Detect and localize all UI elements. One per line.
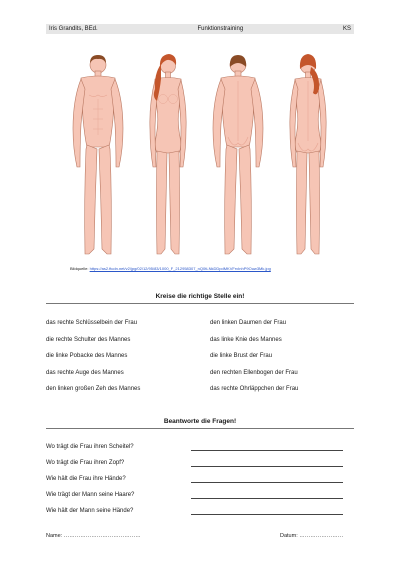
woman-front-figure (150, 54, 186, 254)
list-item: die linke Pobacke des Mannes (46, 353, 128, 359)
list-item: die rechte Schulter des Mannes (46, 336, 131, 343)
list-item: den linken großen Zeh des Mannes (46, 386, 141, 392)
answer-line[interactable] (191, 498, 343, 499)
question-row (46, 444, 346, 460)
left-items-column (46, 319, 140, 402)
header-author: Iris Grandits, BEd. (49, 26, 98, 32)
date-field[interactable]: Datum: …………………… (280, 533, 344, 539)
section2-divider (46, 428, 354, 429)
answer-line[interactable] (191, 514, 343, 515)
list-item: das rechte Schlüsselbein der Frau (46, 320, 138, 326)
question-row (46, 460, 346, 476)
question-text: Wie trägt der Mann seine Haare? (46, 492, 135, 498)
header-title: Funktionstraining (197, 26, 244, 32)
question-row (46, 508, 346, 524)
question-text: Wie hält die Frau ihre Hände? (46, 476, 126, 482)
question-text: Wo trägt die Frau ihren Scheitel? (46, 444, 134, 450)
answer-line[interactable] (191, 466, 343, 467)
section2-title: Beantworte die Fragen! (163, 418, 237, 425)
question-text: Wo trägt die Frau ihren Zopf? (46, 460, 125, 466)
man-back-figure (213, 55, 263, 254)
page-header (46, 24, 354, 34)
list-item: das rechte Auge des Mannes (46, 369, 124, 376)
image-source-caption (70, 266, 370, 271)
image-source-label: Bildquelle: (70, 266, 89, 271)
answer-line[interactable] (191, 482, 343, 483)
list-item: die linke Brust der Frau (210, 353, 273, 359)
image-source-link[interactable]: https://as2.ftcdn.net/v2/jpg/02/12/95/83/1000_F_212958307_nQ0tLNkDDpdMKVFrvInhP9Ouw3Mk.jpg (89, 266, 271, 271)
man-front-figure (73, 55, 123, 254)
woman-back-figure (290, 54, 326, 254)
question-text: Wie hält der Mann seine Hände? (46, 508, 134, 514)
anatomy-illustration (60, 44, 340, 264)
list-item: das linke Knie des Mannes (210, 336, 282, 343)
question-row (46, 476, 346, 492)
list-item: den rechten Ellenbogen der Frau (210, 369, 298, 376)
answer-line[interactable] (191, 450, 343, 451)
header-code: KS (342, 26, 351, 32)
list-item: das rechte Ohrläppchen der Frau (210, 386, 299, 392)
question-row (46, 492, 346, 508)
name-field[interactable]: Name: …………………………………… (46, 533, 141, 539)
right-items-column (210, 319, 298, 402)
section1-divider (46, 303, 354, 304)
list-item: den linken Daumen der Frau (210, 320, 287, 326)
section1-title: Kreise die richtige Stelle ein! (155, 293, 245, 300)
